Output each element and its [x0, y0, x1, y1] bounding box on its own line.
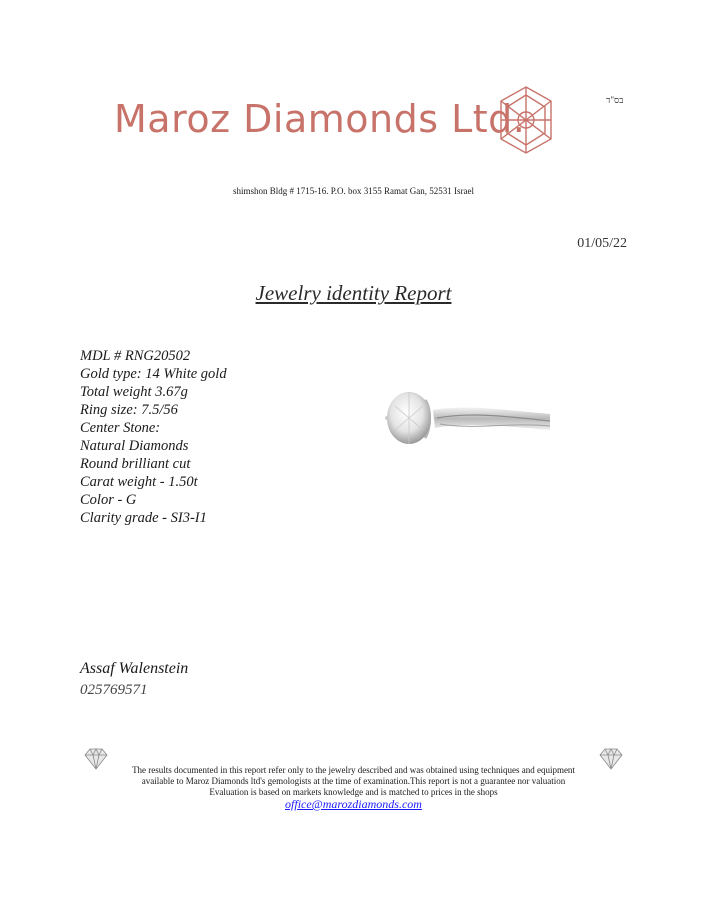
- detail-line: MDL # RNG20502: [80, 348, 191, 364]
- signatory-number: 025769571: [80, 682, 148, 698]
- detail-line: Carat weight - 1.50t: [80, 474, 198, 490]
- ring-photo: [385, 388, 550, 453]
- detail-line: Natural Diamonds: [80, 438, 189, 454]
- signatory-name: Assaf Walenstein: [80, 660, 189, 677]
- disclaimer-line: Evaluation is based on markets knowledge and is matched to prices in the shops: [209, 787, 498, 797]
- disclaimer: [100, 765, 607, 798]
- detail-line: Total weight 3.67g: [80, 384, 188, 400]
- company-address: shimshon Bldg # 1715-16. P.O. box 3155 Ramat Gan, 52531 Israel: [233, 186, 474, 196]
- disclaimer-line: The results documented in this report refer only to the jewelry described and was obtained using techniques and equipment: [132, 765, 575, 775]
- email-link[interactable]: office@marozdiamonds.com: [285, 797, 422, 811]
- detail-line: Round brilliant cut: [80, 456, 191, 472]
- detail-line: Clarity grade - SI3-I1: [80, 510, 207, 526]
- disclaimer-line: available to Maroz Diamonds ltd's gemologists at the time of examination.This report is not a guarantee nor valuation: [141, 776, 566, 786]
- detail-line: Center Stone:: [80, 420, 161, 436]
- hebrew-mark: בס"ד: [606, 95, 624, 105]
- ring-details: [80, 347, 227, 527]
- report-title: Jewelry identity Report: [255, 281, 452, 305]
- detail-line: Ring size: 7.5/56: [80, 402, 178, 418]
- detail-line: Color - G: [80, 492, 137, 508]
- detail-line: Gold type: 14 White gold: [80, 366, 227, 382]
- company-name: Maroz Diamonds Ltd.: [114, 97, 526, 141]
- star-logo-icon: [495, 85, 557, 155]
- report-date: 01/05/22: [577, 236, 627, 251]
- company-logo: [110, 85, 560, 160]
